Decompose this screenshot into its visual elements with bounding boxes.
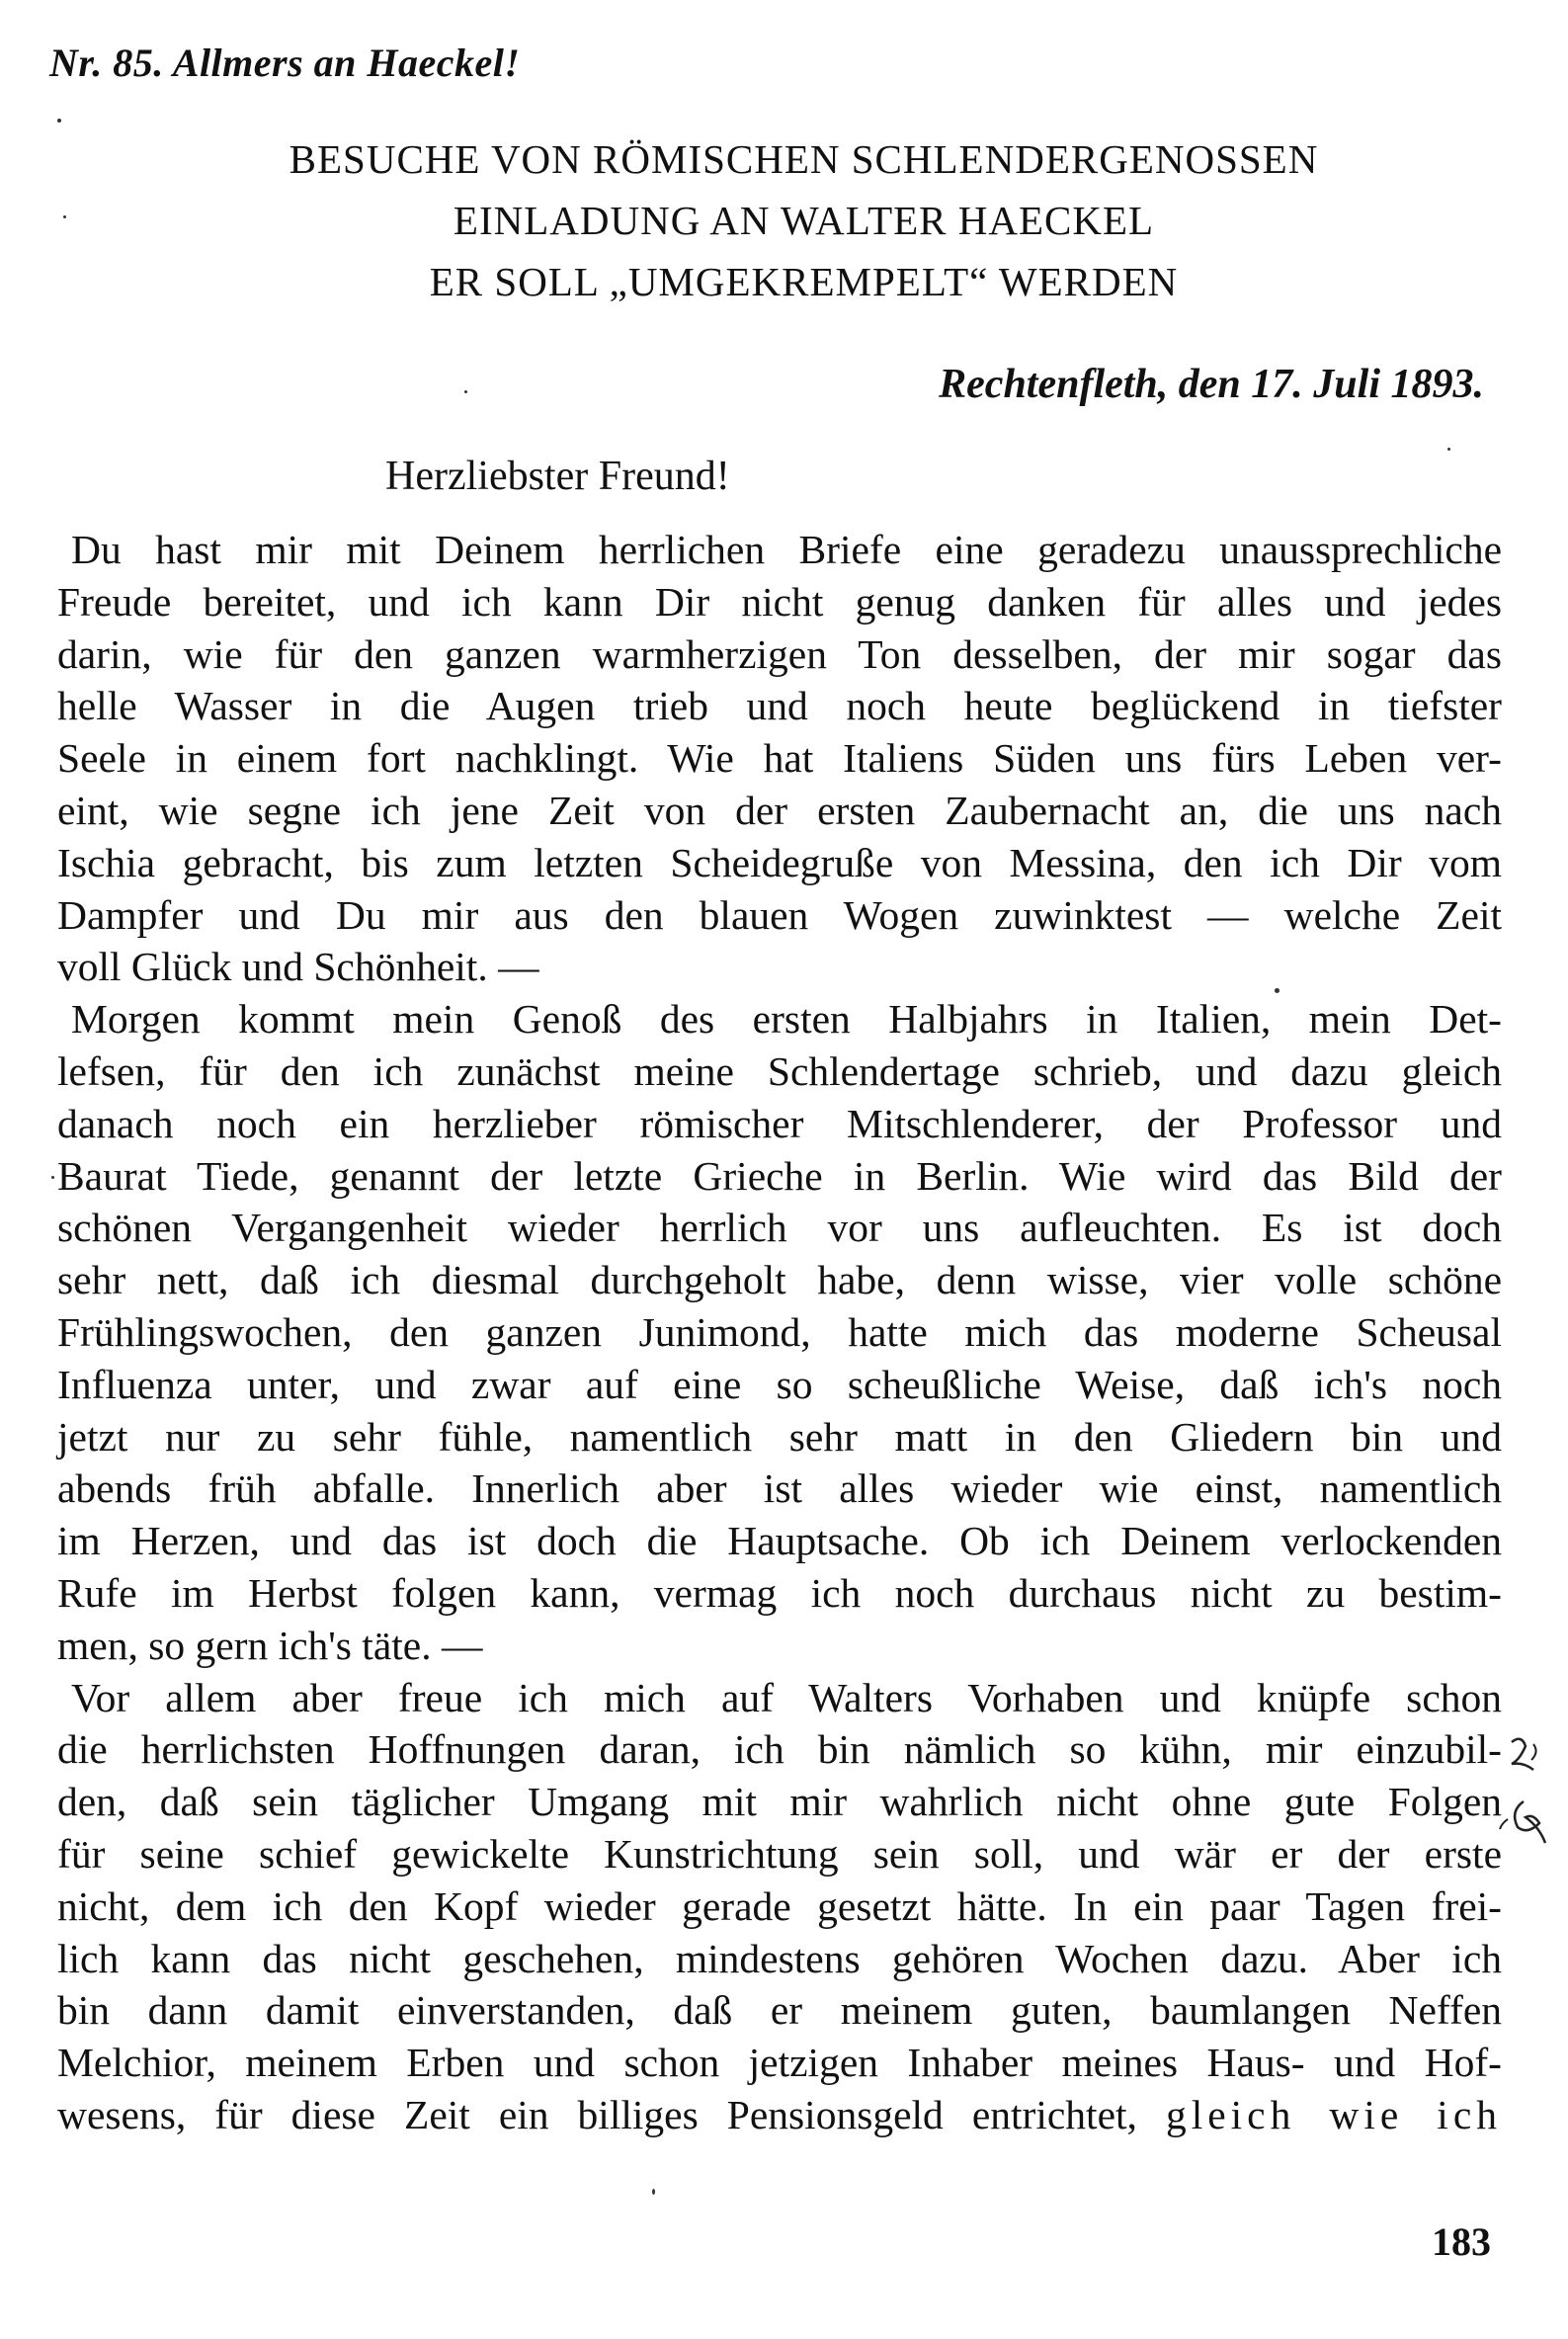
text-line: Influenza unter, und zwar auf eine so scheußliche Weise, daß ich's noch: [57, 1361, 1502, 1407]
handwritten-margin-icon: [1494, 1724, 1563, 1882]
print-speck: [63, 215, 66, 218]
text-line: Vor allem aber freue ich mich auf Walters Vorhaben und knüpfe schon: [71, 1674, 1502, 1720]
page-number: 183: [1432, 2219, 1491, 2264]
print-speck: [1275, 988, 1279, 993]
text-line: für seine schief gewickelte Kunstrichtung sein soll, und wär er der erste: [57, 1830, 1502, 1877]
text-line: nicht, dem ich den Kopf wieder gerade gesetzt hätte. In ein paar Tagen frei-: [57, 1882, 1502, 1929]
text-line: men, so gern ich's täte. —: [57, 1622, 483, 1668]
text-line: sehr nett, daß ich diesmal durchgeholt habe, denn wisse, vier volle schöne: [57, 1257, 1502, 1303]
text-line: jetzt nur zu sehr fühle, namentlich sehr matt in den Gliedern bin und: [57, 1413, 1502, 1460]
text-line: lich kann das nicht geschehen, mindestens gehören Wochen dazu. Aber ich: [57, 1935, 1502, 1981]
text-line: Melchior, meinem Erben und schon jetzigen Inhaber meines Haus- und Hof-: [57, 2040, 1502, 2086]
text-line: lefsen, für den ich zunächst meine Schlendertage schrieb, und dazu gleich: [57, 1047, 1502, 1094]
heading-line-1: BESUCHE VON RÖMISCHEN SCHLENDERGENOSSEN: [289, 136, 1319, 182]
text-line: abends früh abfalle. Innerlich aber ist alles wieder wie einst, namentlich: [57, 1465, 1502, 1512]
heading-line-2: EINLADUNG AN WALTER HAECKEL: [453, 198, 1155, 243]
dateline: Rechtenfleth, den 17. Juli 1893.: [939, 362, 1484, 407]
running-header: Nr. 85. Allmers an Haeckel!: [49, 41, 521, 85]
text-line: die herrlichsten Hoffnungen daran, ich bin nämlich so kühn, mir einzubil-: [57, 1726, 1502, 1773]
print-speck: [464, 390, 467, 393]
text-line: darin, wie für den ganzen warmherzigen Ton desselben, der mir sogar das: [57, 630, 1502, 677]
print-speck: [652, 2189, 655, 2195]
text-line: helle Wasser in die Augen trieb und noch heute beglückend in tiefster: [57, 683, 1502, 729]
print-speck: [51, 1176, 54, 1179]
text-line: im Herzen, und das ist doch die Hauptsache. Ob ich Deinem verlockenden: [57, 1518, 1502, 1564]
margin-handwriting-mark: [1494, 1724, 1563, 1882]
text-line: Baurat Tiede, genannt der letzte Grieche in Berlin. Wie wird das Bild der: [57, 1152, 1502, 1199]
text-line: danach noch ein herzlieber römischer Mitschlenderer, der Professor und: [57, 1100, 1502, 1146]
final-line-spaced-text: gleich wie ich: [1165, 2091, 1503, 2137]
final-line-text: wesens, für diese Zeit ein billiges Pensionsgeld entrichtet,: [57, 2091, 1137, 2137]
text-line: Morgen kommt mein Genoß des ersten Halbjahrs in Italien, mein Det-: [71, 996, 1502, 1043]
text-line: eint, wie segne ich jene Zeit von der ersten Zaubernacht an, die uns nach: [57, 787, 1502, 833]
text-line: den, daß sein täglicher Umgang mit mir wahrlich nicht ohne gute Folgen: [57, 1779, 1502, 1825]
chapter-headings: [0, 128, 1568, 312]
text-line: Seele in einem fort nachklingt. Wie hat Italiens Süden uns fürs Leben ver-: [57, 735, 1502, 782]
text-line: Du hast mir mit Deinem herrlichen Briefe eine geradezu unaussprechliche: [71, 527, 1502, 572]
text-line-final: [57, 2089, 1502, 2141]
print-speck: [1447, 448, 1450, 451]
heading-line-3: ER SOLL „UMGEKREMPELT“ WERDEN: [429, 259, 1179, 304]
text-line: Rufe im Herbst folgen kann, vermag ich noch durchaus nicht zu bestim-: [57, 1569, 1502, 1616]
text-line: Frühlingswochen, den ganzen Junimond, hatte mich das moderne Scheusal: [57, 1308, 1502, 1355]
letter-body: [57, 524, 1502, 2141]
text-line: schönen Vergangenheit wieder herrlich vor uns aufleuchten. Es ist doch: [57, 1205, 1502, 1251]
text-line: bin dann damit einverstanden, daß er meinem guten, baumlangen Neffen: [57, 1987, 1502, 2034]
salutation: Herzliebster Freund!: [385, 454, 730, 499]
text-line: Dampfer und Du mir aus den blauen Wogen zuwinktest — welche Zeit: [57, 891, 1502, 938]
print-speck: [57, 119, 61, 123]
text-line: Freude bereitet, und ich kann Dir nicht genug danken für alles und jedes: [57, 578, 1502, 625]
text-line: voll Glück und Schönheit. —: [57, 944, 539, 990]
text-line: Ischia gebracht, bis zum letzten Scheidegruße von Messina, den ich Dir vom: [57, 839, 1502, 885]
